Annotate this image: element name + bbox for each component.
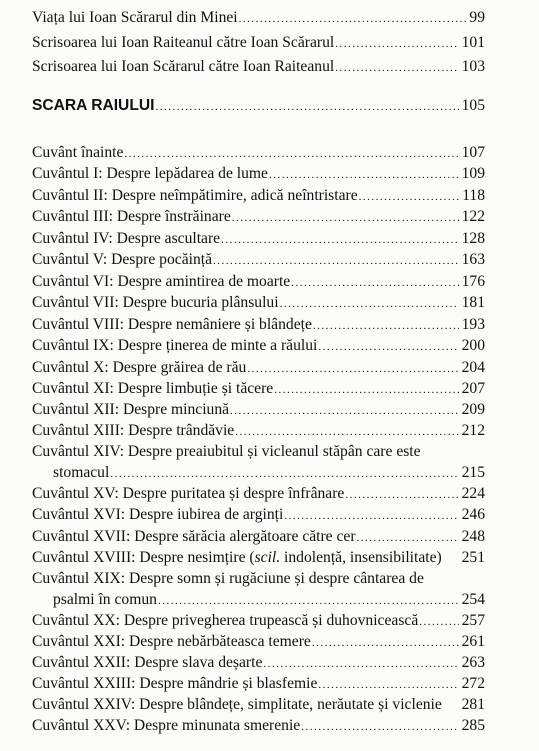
entry-page: 103	[461, 58, 485, 75]
entry-title: Cuvântul XII: Despre minciună	[32, 401, 230, 418]
entry-page: 281	[461, 696, 485, 713]
entry-title-italic: scil.	[254, 549, 281, 566]
entry-title-cont: psalmi în comun	[53, 591, 157, 608]
entry-page: 193	[461, 316, 485, 333]
entry-page: 118	[462, 187, 485, 204]
toc-entry	[32, 229, 485, 249]
entry-title: Cuvântul III: Despre înstrăinare	[32, 208, 231, 225]
entry-title: Cuvântul IV: Despre ascultare	[32, 230, 221, 247]
toc-entry	[32, 164, 485, 184]
entry-title: Cuvântul XVI: Despre iubirea de arginți	[32, 506, 284, 523]
entry-title: Cuvântul XXI: Despre nebărbăteasca temere	[32, 633, 311, 650]
leader-dots	[312, 633, 459, 653]
entry-title: Cuvântul XIX: Despre somn și rugăciune și despre cântarea de	[32, 570, 424, 587]
toc-entry	[32, 207, 485, 227]
entry-page: 99	[469, 9, 485, 26]
entry-page: 215	[461, 464, 485, 481]
toc-entry	[32, 632, 485, 652]
leader-dots	[318, 337, 458, 357]
leader-dots	[313, 316, 459, 336]
toc-entry	[32, 674, 485, 694]
toc-entry	[32, 293, 485, 313]
section-heading	[32, 96, 485, 116]
entry-title: Cuvântul VIII: Despre nemâniere și blândețe	[32, 316, 312, 333]
toc-entry	[32, 716, 485, 736]
leader-dots	[124, 144, 458, 164]
entry-title	[32, 548, 442, 568]
entry-title: Cuvântul XIV: Despre preaiubitul și vicleanul stăpân care este	[32, 443, 421, 460]
leader-dots	[263, 654, 458, 674]
leader-dots	[318, 675, 458, 695]
toc-entry-line2	[53, 463, 485, 483]
toc-entry	[32, 57, 485, 77]
leader-dots	[239, 9, 467, 29]
leader-dots	[213, 251, 459, 271]
entry-page: 200	[461, 337, 485, 354]
leader-dots	[235, 422, 458, 442]
toc-entry	[32, 400, 485, 420]
leader-dots	[345, 485, 458, 505]
toc-entry-line2	[53, 590, 485, 610]
toc-entry-line1	[32, 442, 485, 462]
entry-page: 212	[461, 422, 485, 439]
toc-entry	[32, 358, 485, 378]
toc-entry	[32, 611, 485, 631]
leader-dots	[280, 294, 459, 314]
entry-page: 209	[461, 401, 485, 418]
toc-entry	[32, 653, 485, 673]
entry-title: Viața lui Ioan Scărarul din Minei	[32, 9, 238, 26]
leader-dots	[284, 506, 458, 526]
leader-dots	[359, 187, 460, 207]
entry-page: 128	[461, 230, 485, 247]
entry-title: Cuvântul XXV: Despre minunata smerenie	[32, 717, 301, 734]
entry-page: 204	[461, 359, 485, 376]
entry-title: Cuvântul XV: Despre puritatea și despre înfrânare	[32, 485, 345, 502]
leader-dots	[158, 591, 459, 611]
toc-entry	[32, 527, 485, 547]
leader-dots	[232, 208, 459, 228]
entry-title-part: indolență, insensibilitate)	[280, 549, 442, 566]
entry-page: 163	[461, 251, 485, 268]
entry-title: Cuvântul IX: Despre ținerea de minte a răului	[32, 337, 318, 354]
leader-dots	[247, 359, 458, 379]
entry-page: 248	[461, 528, 485, 545]
entry-page: 272	[461, 675, 485, 692]
entry-page: 246	[461, 506, 485, 523]
toc-entry	[32, 8, 485, 28]
entry-page: 176	[461, 273, 485, 290]
leader-dots	[357, 528, 459, 548]
entry-page: 101	[461, 34, 485, 51]
toc-entry-line1	[32, 569, 485, 589]
entry-page: 224	[461, 485, 485, 502]
leader-dots	[301, 717, 458, 737]
toc-entry	[32, 250, 485, 270]
leader-dots	[269, 165, 459, 185]
entry-title: Cuvântul XIII: Despre trândăvie	[32, 422, 235, 439]
entry-page: 261	[461, 633, 485, 650]
toc-entry	[32, 315, 485, 335]
entry-title: Cuvântul XXIV: Despre blândețe, simplitate, nerăutate și viclenie	[32, 696, 442, 713]
leader-dots	[335, 58, 458, 78]
entry-page: 107	[461, 144, 485, 161]
section-title: SCARA RAIULUI	[32, 97, 155, 114]
toc-entry	[32, 33, 485, 53]
entry-title: Cuvântul X: Despre grăirea de rău	[32, 359, 247, 376]
entry-page: 257	[461, 612, 485, 629]
leader-dots	[221, 230, 459, 250]
toc-entry	[32, 143, 485, 163]
entry-page: 285	[461, 717, 485, 734]
entry-title: Cuvântul VI: Despre amintirea de moarte	[32, 273, 291, 290]
entry-page: 109	[461, 165, 485, 182]
entry-title-part: Cuvântul XVIII: Despre nesimțire (	[32, 549, 255, 566]
entry-title: Cuvântul I: Despre lepădarea de lume	[32, 165, 268, 182]
toc-entry	[32, 186, 485, 206]
leader-dots	[419, 612, 458, 632]
entry-title: Cuvânt înainte	[32, 144, 124, 161]
entry-page: 254	[461, 591, 485, 608]
entry-title: Scrisoarea lui Ioan Scărarul către Ioan Raiteanul	[32, 58, 335, 75]
toc-entry	[32, 484, 485, 504]
entry-title: Cuvântul II: Despre neîmpătimire, adică neîntristare	[32, 187, 358, 204]
toc-entry	[32, 421, 485, 441]
entry-title: Cuvântul XVII: Despre sărăcia alergătoare către cer	[32, 528, 356, 545]
entry-title: Cuvântul XXII: Despre slava deșarte	[32, 654, 263, 671]
entry-title: Cuvântul XX: Despre privegherea trupească și duhovnicească	[32, 612, 419, 629]
toc-entry	[32, 336, 485, 356]
leader-dots	[291, 273, 458, 293]
entry-page: 122	[461, 208, 485, 225]
entry-page: 263	[461, 654, 485, 671]
leader-dots	[110, 464, 458, 484]
entry-title: Cuvântul XXIII: Despre mândrie și blasfemie	[32, 675, 318, 692]
toc-entry	[32, 272, 485, 292]
entry-title: Scrisoarea lui Ioan Raiteanul către Ioan Scărarul	[32, 34, 335, 51]
toc-entry	[32, 505, 485, 525]
entry-title: Cuvântul VII: Despre bucuria plânsului	[32, 294, 279, 311]
entry-page: 251	[461, 549, 485, 566]
leader-dots	[155, 97, 458, 117]
entry-page: 181	[461, 294, 485, 311]
leader-dots	[274, 380, 458, 400]
section-page: 105	[461, 97, 485, 114]
toc-entry	[32, 548, 485, 568]
entry-page: 207	[461, 380, 485, 397]
toc-entry	[32, 695, 485, 715]
entry-title-cont: stomacul	[53, 464, 110, 481]
toc-entry	[32, 379, 485, 399]
entry-title: Cuvântul V: Despre pocăință	[32, 251, 213, 268]
leader-dots	[230, 401, 459, 421]
entry-title: Cuvântul XI: Despre limbuție și tăcere	[32, 380, 274, 397]
leader-dots	[335, 34, 458, 54]
